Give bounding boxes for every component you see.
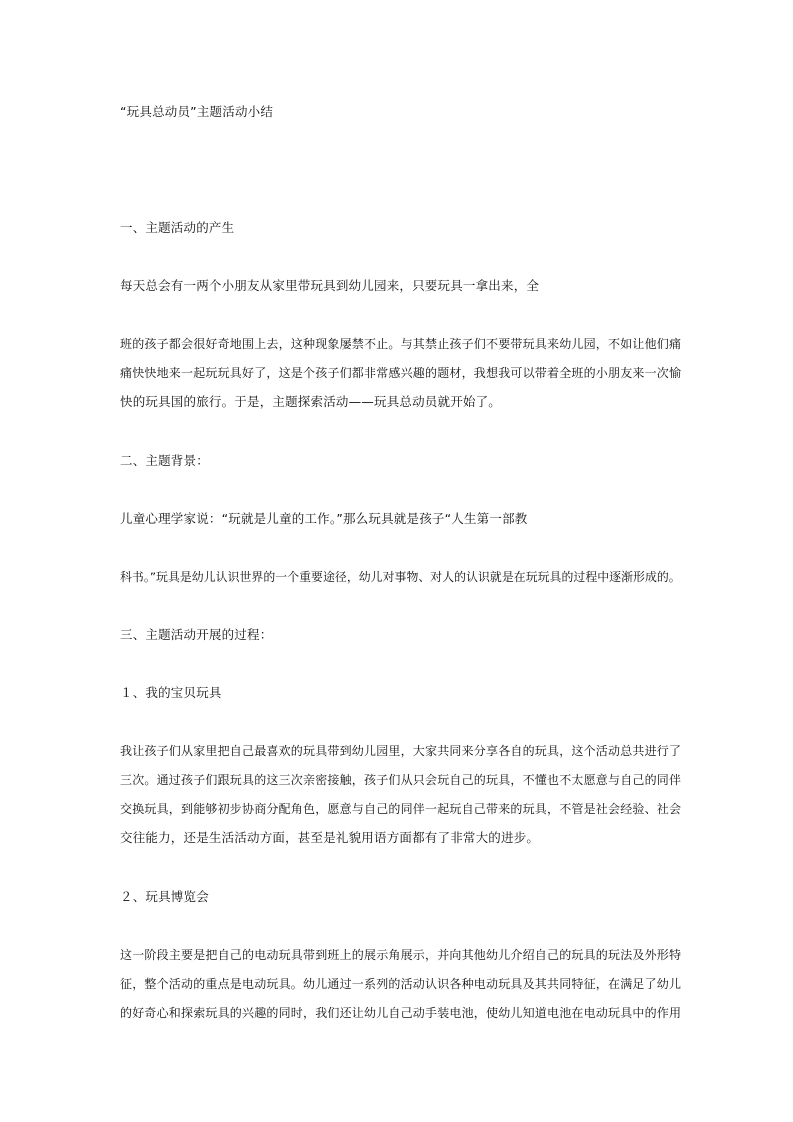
subsection-heading-2: ２、玩具博览会 [120,889,209,904]
section-heading-1: 一、主题活动的产生 [120,220,235,235]
paragraph-line: 科书。”玩具是幼儿认识世界的一个重要途径，幼儿对事物、对人的认识就是在玩玩具的过程中逐渐形成的。 [120,570,681,584]
paragraph-line: 征，整个活动的重点是电动玩具。幼儿通过一系列的活动认识各种电动玩具及其共同特征，在满足了幼儿 [120,977,682,991]
paragraph-line: 儿童心理学家说：“玩就是儿童的工作。”那么玩具就是孩子“人生第一部教 [120,511,528,526]
paragraph-line: 这一阶段主要是把自己的电动玩具带到班上的展示角展示，并向其他幼儿介绍自己的玩具的玩法及外形特 [120,948,682,962]
document-title: “玩具总动员”主题活动小结 [120,104,274,119]
section-heading-3: 三、主题活动开展的过程： [120,627,273,642]
paragraph-line: 交往能力，还是生活活动方面，甚至是礼貌用语方面都有了非常大的进步。 [120,830,540,845]
paragraph-line: 痛快快地来一起玩玩具好了，这是个孩子们都非常感兴趣的题材，我想我可以带着全班的小朋友来一次愉 [120,366,682,380]
paragraph-line: 每天总会有一两个小朋友从家里带玩具到幼儿园来，只要玩具一拿出来，全 [120,278,540,293]
paragraph-line: 快的玩具国的旅行。于是，主题探索活动——玩具总动员就开始了。 [120,394,502,409]
section-heading-2: 二、主题背景： [120,453,209,468]
paragraph-line: 班的孩子都会很好奇地围上去，这种现象屡禁不止。与其禁止孩子们不要带玩具来幼儿园，不如让他们痛 [120,337,682,351]
paragraph-line: 三次。通过孩子们跟玩具的这三次亲密接触，孩子们从只会玩自己的玩具，不懂也不太愿意与自己的同伴 [120,773,682,787]
paragraph-line: 的好奇心和探索玩具的兴趣的同时，我们还让幼儿自己动手装电池，使幼儿知道电池在电动玩具中的作用 [120,1006,682,1020]
paragraph-line: 我让孩子们从家里把自己最喜欢的玩具带到幼儿园里，大家共同来分享各自的玩具，这个活动总共进行了 [120,744,682,758]
paragraph-line: 交换玩具，到能够初步协商分配角色，愿意与自己的同伴一起玩自己带来的玩具，不管是社会经验、社会 [120,802,682,816]
subsection-heading-1: １、我的宝贝玩具 [120,685,222,700]
